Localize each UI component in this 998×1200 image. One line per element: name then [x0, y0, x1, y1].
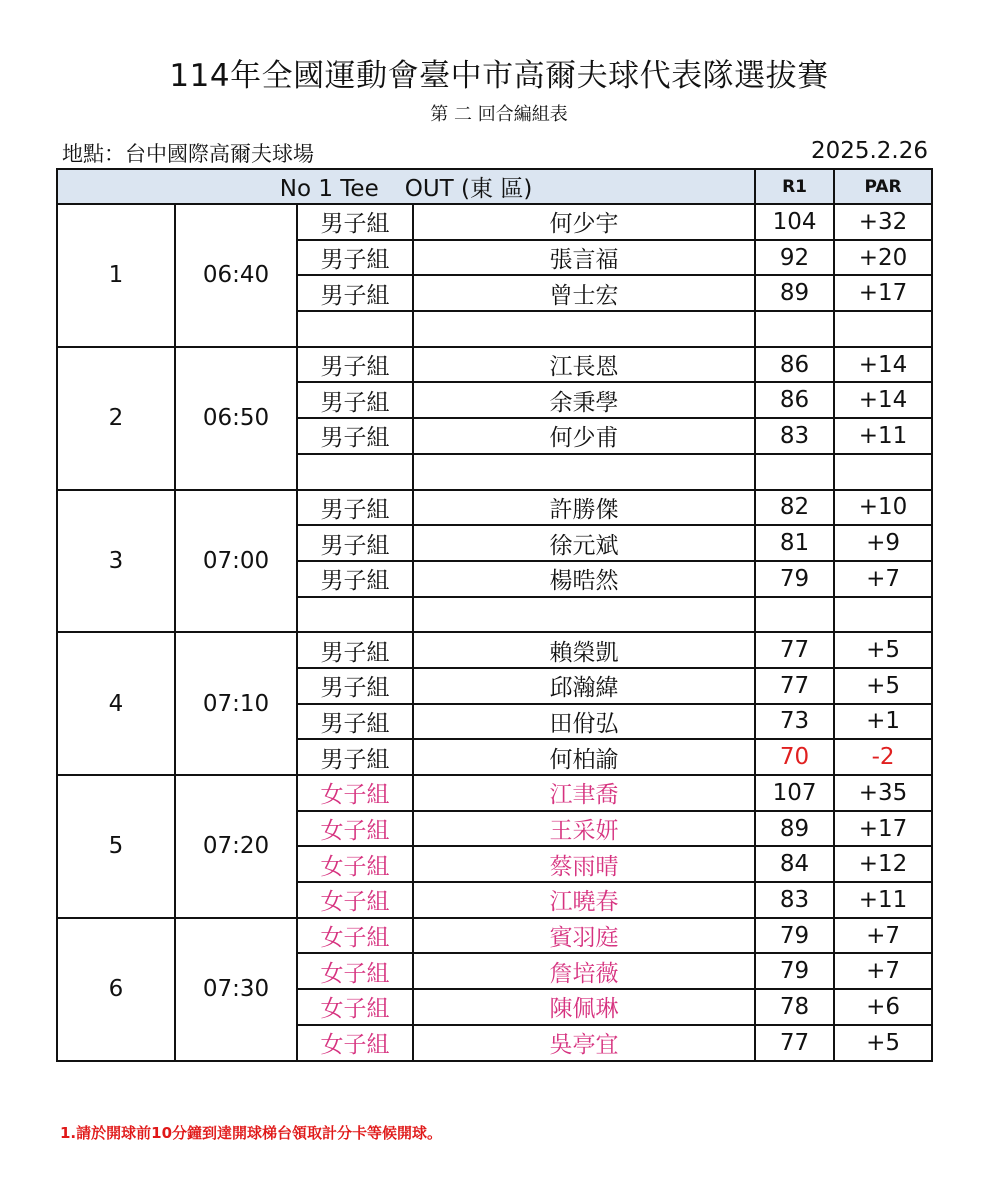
venue-label: 地點：台中國際高爾夫球場: [62, 142, 314, 166]
group-number: 6: [57, 918, 175, 1061]
group-number: 2: [57, 347, 175, 490]
par-score: +5: [834, 668, 932, 704]
division-cell: 女子組: [297, 846, 413, 882]
tee-time: 07:20: [175, 775, 297, 918]
table-header-row: [57, 169, 932, 204]
player-name: [413, 311, 755, 347]
tee-area: OUT (東 區): [404, 176, 533, 202]
division-cell: 男子組: [297, 668, 413, 704]
division-cell: 女子組: [297, 989, 413, 1025]
table-row: [57, 490, 932, 526]
round-score: 73: [755, 704, 834, 740]
player-name: 張言福: [413, 240, 755, 276]
round-score: 77: [755, 668, 834, 704]
division-cell: 男子組: [297, 490, 413, 526]
player-name: 何柏諭: [413, 739, 755, 775]
division-cell: 女子組: [297, 775, 413, 811]
event-date: 2025.2.26: [810, 138, 928, 164]
round-score: [755, 311, 834, 347]
tee-time: 06:40: [175, 204, 297, 347]
par-score: +17: [834, 275, 932, 311]
player-name: 蔡雨晴: [413, 846, 755, 882]
group-number: 5: [57, 775, 175, 918]
division-cell: 女子組: [297, 811, 413, 847]
division-cell: [297, 311, 413, 347]
table-row: [57, 918, 932, 954]
notice-text: 1.請於開球前10分鐘到達開球梯台領取計分卡等候開球。: [60, 1124, 443, 1142]
division-cell: 女子組: [297, 882, 413, 918]
page-title: 114年全國運動會臺中市高爾夫球代表隊選拔賽: [169, 58, 829, 94]
par-score: [834, 311, 932, 347]
player-name: 江聿喬: [413, 775, 755, 811]
division-cell: 男子組: [297, 382, 413, 418]
division-cell: 男子組: [297, 739, 413, 775]
player-name: 江曉春: [413, 882, 755, 918]
round-score: [755, 597, 834, 633]
table-row: [57, 347, 932, 383]
par-score: [834, 597, 932, 633]
tee-time: 07:00: [175, 490, 297, 633]
division-cell: 男子組: [297, 632, 413, 668]
round-score: 92: [755, 240, 834, 276]
par-score: +10: [834, 490, 932, 526]
player-name: 江長恩: [413, 347, 755, 383]
division-cell: [297, 597, 413, 633]
player-name: [413, 454, 755, 490]
round-score: 89: [755, 275, 834, 311]
round-score: 89: [755, 811, 834, 847]
division-cell: 女子組: [297, 1025, 413, 1061]
table-row: [57, 632, 932, 668]
player-name: 邱瀚緯: [413, 668, 755, 704]
par-score: +6: [834, 989, 932, 1025]
round-score: 77: [755, 1025, 834, 1061]
par-score: +5: [834, 632, 932, 668]
par-score: +12: [834, 846, 932, 882]
par-score: +7: [834, 918, 932, 954]
par-score: +1: [834, 704, 932, 740]
player-name: 許勝傑: [413, 490, 755, 526]
player-name: 余秉學: [413, 382, 755, 418]
page-subtitle: 第 二 回合編組表: [430, 104, 568, 125]
tee-header: [57, 169, 755, 204]
round-score: 78: [755, 989, 834, 1025]
par-score: +11: [834, 418, 932, 454]
par-score: +14: [834, 382, 932, 418]
par-score: +35: [834, 775, 932, 811]
player-name: 陳佩琳: [413, 989, 755, 1025]
player-name: 詹培薇: [413, 953, 755, 989]
par-column-header: PAR: [834, 169, 932, 204]
round-score: 86: [755, 347, 834, 383]
round-score: 84: [755, 846, 834, 882]
division-cell: 女子組: [297, 953, 413, 989]
division-cell: 男子組: [297, 275, 413, 311]
player-name: 徐元斌: [413, 525, 755, 561]
player-name: 田佾弘: [413, 704, 755, 740]
par-score: -2: [834, 739, 932, 775]
par-score: +17: [834, 811, 932, 847]
r1-column-header: R1: [755, 169, 834, 204]
division-cell: 男子組: [297, 704, 413, 740]
player-name: 曾士宏: [413, 275, 755, 311]
player-name: 何少宇: [413, 204, 755, 240]
division-cell: 男子組: [297, 418, 413, 454]
round-score: 107: [755, 775, 834, 811]
par-score: +9: [834, 525, 932, 561]
division-cell: 男子組: [297, 561, 413, 597]
round-score: 81: [755, 525, 834, 561]
player-name: 楊晧然: [413, 561, 755, 597]
division-cell: 男子組: [297, 525, 413, 561]
round-score: 82: [755, 490, 834, 526]
player-name: 王采妍: [413, 811, 755, 847]
player-name: 賓羽庭: [413, 918, 755, 954]
division-cell: 男子組: [297, 204, 413, 240]
par-score: +5: [834, 1025, 932, 1061]
round-score: 83: [755, 418, 834, 454]
player-name: 何少甫: [413, 418, 755, 454]
round-score: 79: [755, 953, 834, 989]
tee-time: 07:30: [175, 918, 297, 1061]
player-name: 吳亭宜: [413, 1025, 755, 1061]
division-cell: 女子組: [297, 918, 413, 954]
round-score: 77: [755, 632, 834, 668]
par-score: [834, 454, 932, 490]
par-score: +11: [834, 882, 932, 918]
table-row: [57, 775, 932, 811]
group-number: 4: [57, 632, 175, 775]
round-score: 70: [755, 739, 834, 775]
round-score: 104: [755, 204, 834, 240]
group-number: 3: [57, 490, 175, 633]
tee-time: 06:50: [175, 347, 297, 490]
round-score: 83: [755, 882, 834, 918]
round-score: 79: [755, 918, 834, 954]
division-cell: 男子組: [297, 347, 413, 383]
par-score: +7: [834, 953, 932, 989]
division-cell: 男子組: [297, 240, 413, 276]
player-name: [413, 597, 755, 633]
par-score: +14: [834, 347, 932, 383]
round-score: [755, 454, 834, 490]
par-score: +20: [834, 240, 932, 276]
round-score: 79: [755, 561, 834, 597]
tee-number: No 1 Tee: [279, 176, 379, 202]
table-row: [57, 204, 932, 240]
round-score: 86: [755, 382, 834, 418]
group-number: 1: [57, 204, 175, 347]
tee-time: 07:10: [175, 632, 297, 775]
pairing-table: [56, 168, 933, 1062]
division-cell: [297, 454, 413, 490]
player-name: 賴榮凱: [413, 632, 755, 668]
par-score: +7: [834, 561, 932, 597]
par-score: +32: [834, 204, 932, 240]
